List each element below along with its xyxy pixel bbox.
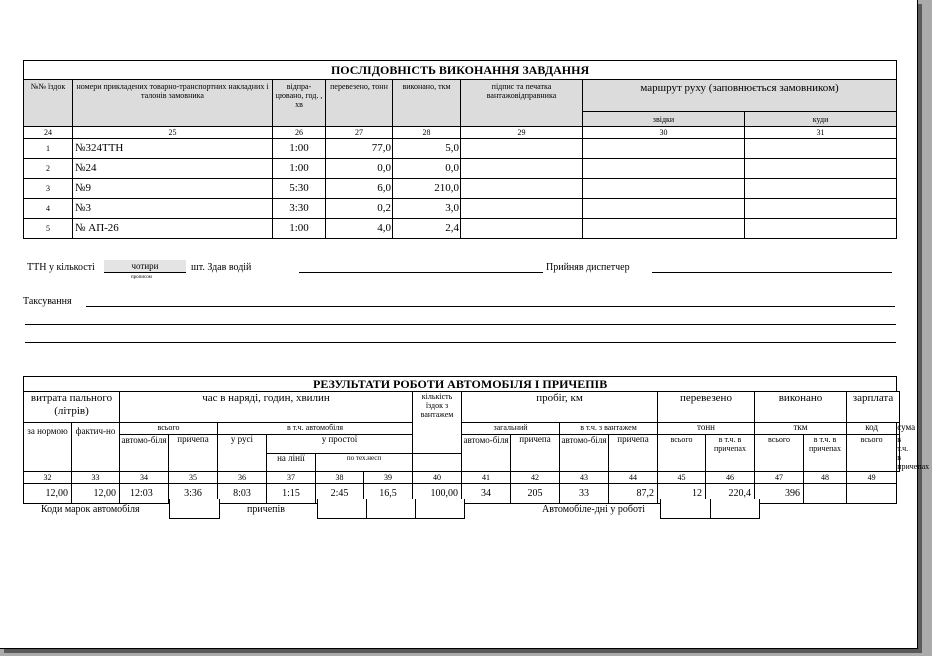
route-from-cell bbox=[583, 199, 745, 219]
load-trailer-value: 33 bbox=[560, 484, 609, 504]
time-trailer-value: 3:36 bbox=[169, 484, 218, 504]
signature-cell bbox=[461, 219, 583, 239]
header-tkm-total: всього bbox=[755, 435, 804, 472]
table2-column-numbers bbox=[24, 472, 900, 484]
taxation-line[interactable] bbox=[86, 306, 895, 307]
header-with-load: в т.ч. з вантажем bbox=[560, 423, 658, 435]
dispatcher-label: Прийняв диспетчер bbox=[546, 262, 630, 273]
column-number: 34 bbox=[120, 472, 169, 484]
document-number: №24 bbox=[73, 159, 273, 179]
column-number: 43 bbox=[560, 472, 609, 484]
route-to-cell bbox=[745, 219, 897, 239]
worked-time: 5:30 bbox=[273, 179, 326, 199]
header-mileage-total: загальний bbox=[462, 423, 560, 435]
trip-number: 5 bbox=[24, 219, 73, 239]
column-number: 39 bbox=[364, 472, 413, 484]
done-tkm: 5,0 bbox=[393, 139, 461, 159]
header-worked-time: відпра-цювано, год. , хв bbox=[273, 80, 326, 127]
column-number: 44 bbox=[609, 472, 658, 484]
header-mileage-auto: автомо-біля bbox=[462, 435, 511, 472]
trailer-code-box[interactable] bbox=[415, 499, 465, 519]
table1-column-numbers bbox=[24, 127, 897, 139]
table-row bbox=[24, 199, 897, 219]
pcs-driver-label: шт. Здав водій bbox=[191, 262, 252, 273]
header-fuel: витрата пального (літрів) bbox=[24, 392, 120, 423]
vehicle-codes-label: Коди марок автомобіля bbox=[41, 504, 140, 515]
document-number: № АП-26 bbox=[73, 219, 273, 239]
table2-title: РЕЗУЛЬТАТИ РОБОТИ АВТОМОБІЛЯ І ПРИЧЕПІВ bbox=[24, 377, 897, 392]
signature-cell bbox=[461, 199, 583, 219]
column-number: 38 bbox=[316, 472, 364, 484]
trip-number: 4 bbox=[24, 199, 73, 219]
header-done: виконано bbox=[755, 392, 847, 423]
column-number: 24 bbox=[24, 127, 73, 139]
time-repair-value: 2:45 bbox=[316, 484, 364, 504]
header-code: код bbox=[847, 423, 897, 435]
header-time-total: всього bbox=[120, 423, 218, 435]
header-signature: підпис та печатка вантажовідправника bbox=[461, 80, 583, 127]
column-number: 49 bbox=[847, 472, 897, 484]
header-repair: по тех.несп bbox=[316, 453, 413, 472]
driver-signature-line[interactable] bbox=[299, 272, 543, 273]
column-number: 25 bbox=[73, 127, 273, 139]
table1-title: ПОСЛІДОВНІСТЬ ВИКОНАННЯ ЗАВДАННЯ bbox=[24, 61, 897, 80]
document-number: №3 bbox=[73, 199, 273, 219]
header-mileage: пробіг, км bbox=[462, 392, 658, 423]
time-online-value: 1:15 bbox=[267, 484, 316, 504]
carried-tons: 0,0 bbox=[326, 159, 393, 179]
route-from-cell bbox=[583, 219, 745, 239]
route-to-cell bbox=[745, 139, 897, 159]
dispatcher-signature-line[interactable] bbox=[652, 272, 892, 273]
salary-sum-value bbox=[847, 484, 897, 504]
column-number: 47 bbox=[755, 472, 804, 484]
header-loaded-trips: кількість їздок з вантажем bbox=[413, 392, 462, 454]
column-number: 32 bbox=[24, 472, 72, 484]
time-moving-value: 8:03 bbox=[218, 484, 267, 504]
header-auto: автомо-біля bbox=[120, 435, 169, 472]
header-done: виконано, ткм bbox=[393, 80, 461, 127]
column-number: 45 bbox=[658, 472, 706, 484]
signature-cell bbox=[461, 139, 583, 159]
header-mileage-trailer: причепа bbox=[511, 435, 560, 472]
trip-number: 3 bbox=[24, 179, 73, 199]
header-to: куди bbox=[745, 112, 897, 127]
column-number: 28 bbox=[393, 127, 461, 139]
table-row bbox=[24, 179, 897, 199]
fuel-norm-value: 12,00 bbox=[24, 484, 72, 504]
route-to-cell bbox=[745, 199, 897, 219]
tons-total-value: 87,2 bbox=[609, 484, 658, 504]
trip-number: 1 bbox=[24, 139, 73, 159]
column-number: 33 bbox=[72, 472, 120, 484]
header-load-auto: автомо-біля bbox=[560, 435, 609, 472]
column-number: 37 bbox=[267, 472, 316, 484]
header-on-line: на лінії bbox=[267, 453, 316, 472]
car-days-box[interactable] bbox=[710, 499, 760, 519]
header-actual: фактич-но bbox=[72, 423, 120, 472]
header-code-total: всього bbox=[847, 435, 897, 472]
column-number: 48 bbox=[804, 472, 847, 484]
worked-time: 1:00 bbox=[273, 219, 326, 239]
column-number: 40 bbox=[413, 472, 462, 484]
route-from-cell bbox=[583, 139, 745, 159]
table-row bbox=[24, 139, 897, 159]
taxation-line[interactable] bbox=[25, 324, 896, 325]
taxation-label: Таксування bbox=[23, 296, 72, 307]
salary-code-value bbox=[804, 484, 847, 504]
task-sequence-table bbox=[23, 60, 897, 239]
signature-cell bbox=[461, 159, 583, 179]
worked-time: 1:00 bbox=[273, 139, 326, 159]
ttn-count-label: ТТН у кількості bbox=[27, 262, 95, 273]
load-auto-value: 205 bbox=[511, 484, 560, 504]
header-documents: номери прикладених товарно-транспортних накладних і талонів замовника bbox=[73, 80, 273, 127]
done-tkm: 0,0 bbox=[393, 159, 461, 179]
header-incl-car: в т.ч. автомобіля bbox=[218, 423, 413, 435]
header-tkm: ткм bbox=[755, 423, 847, 435]
carried-tons: 6,0 bbox=[326, 179, 393, 199]
header-time: час в наряді, годин, хвилин bbox=[120, 392, 413, 423]
ttn-count-field[interactable]: чотири bbox=[104, 260, 186, 273]
tons-trailer-value: 12 bbox=[658, 484, 706, 504]
loaded-trips-value: 16,5 bbox=[364, 484, 413, 504]
trailer-codes-label: причепів bbox=[247, 504, 286, 515]
header-trailer: причепа bbox=[169, 435, 218, 472]
trailer-code-box[interactable] bbox=[317, 499, 367, 519]
column-number: 31 bbox=[745, 127, 897, 139]
mileage-auto-value: 100,00 bbox=[413, 484, 462, 504]
header-sum: сума bbox=[897, 423, 900, 435]
vehicle-results-table bbox=[23, 376, 930, 504]
column-number: 29 bbox=[461, 127, 583, 139]
column-number: 41 bbox=[462, 472, 511, 484]
header-carried: перевезено bbox=[658, 392, 755, 423]
table-row bbox=[24, 219, 897, 239]
header-idle: у простої bbox=[267, 435, 413, 454]
header-norm: за нормою bbox=[24, 423, 72, 472]
tkm-trailer-value: 396 bbox=[755, 484, 804, 504]
carried-tons: 77,0 bbox=[326, 139, 393, 159]
car-days-label: Автомобіле-дні у роботі bbox=[542, 504, 646, 515]
header-tons: тонн bbox=[658, 423, 755, 435]
carried-tons: 4,0 bbox=[326, 219, 393, 239]
header-trips: №№ їздок bbox=[24, 80, 73, 127]
time-auto-value: 12:03 bbox=[120, 484, 169, 504]
route-from-cell bbox=[583, 179, 745, 199]
header-sum-trailer: в т.ч. в причепах bbox=[897, 435, 930, 471]
document-number: №324ТТН bbox=[73, 139, 273, 159]
header-salary: зарплата bbox=[847, 392, 900, 423]
header-from: звідки bbox=[583, 112, 745, 127]
table-row bbox=[24, 159, 897, 179]
trip-number: 2 bbox=[24, 159, 73, 179]
column-number: 46 bbox=[706, 472, 755, 484]
column-number: 27 bbox=[326, 127, 393, 139]
header-tkm-trailer: в т.ч. в причепах bbox=[804, 435, 847, 472]
ttn-count-caption: прописом bbox=[131, 275, 152, 280]
header-load-trailer: причепа bbox=[609, 435, 658, 472]
mileage-trailer-value: 34 bbox=[462, 484, 511, 504]
worked-time: 3:30 bbox=[273, 199, 326, 219]
car-days-box[interactable] bbox=[660, 499, 711, 519]
trailer-code-box[interactable] bbox=[366, 499, 416, 519]
done-tkm: 3,0 bbox=[393, 199, 461, 219]
carried-tons: 0,2 bbox=[326, 199, 393, 219]
header-tons-trailer: в т.ч. в причепах bbox=[706, 435, 755, 472]
fuel-actual-value: 12,00 bbox=[72, 484, 120, 504]
column-number: 30 bbox=[583, 127, 745, 139]
column-number: 35 bbox=[169, 472, 218, 484]
route-from-cell bbox=[583, 159, 745, 179]
signature-cell bbox=[461, 179, 583, 199]
done-tkm: 2,4 bbox=[393, 219, 461, 239]
column-number: 42 bbox=[511, 472, 560, 484]
header-moving: у русі bbox=[218, 435, 267, 472]
header-carried: перевезено, тонн bbox=[326, 80, 393, 127]
column-number: 26 bbox=[273, 127, 326, 139]
route-to-cell bbox=[745, 179, 897, 199]
worked-time: 1:00 bbox=[273, 159, 326, 179]
taxation-line[interactable] bbox=[25, 342, 896, 343]
route-to-cell bbox=[745, 159, 897, 179]
done-tkm: 210,0 bbox=[393, 179, 461, 199]
header-route: маршрут руху (заповнюється замовником) bbox=[583, 80, 897, 112]
vehicle-code-box[interactable] bbox=[169, 499, 220, 519]
document-number: №9 bbox=[73, 179, 273, 199]
column-number: 36 bbox=[218, 472, 267, 484]
header-tons-total: всього bbox=[658, 435, 706, 472]
tkm-total-value: 220,4 bbox=[706, 484, 755, 504]
